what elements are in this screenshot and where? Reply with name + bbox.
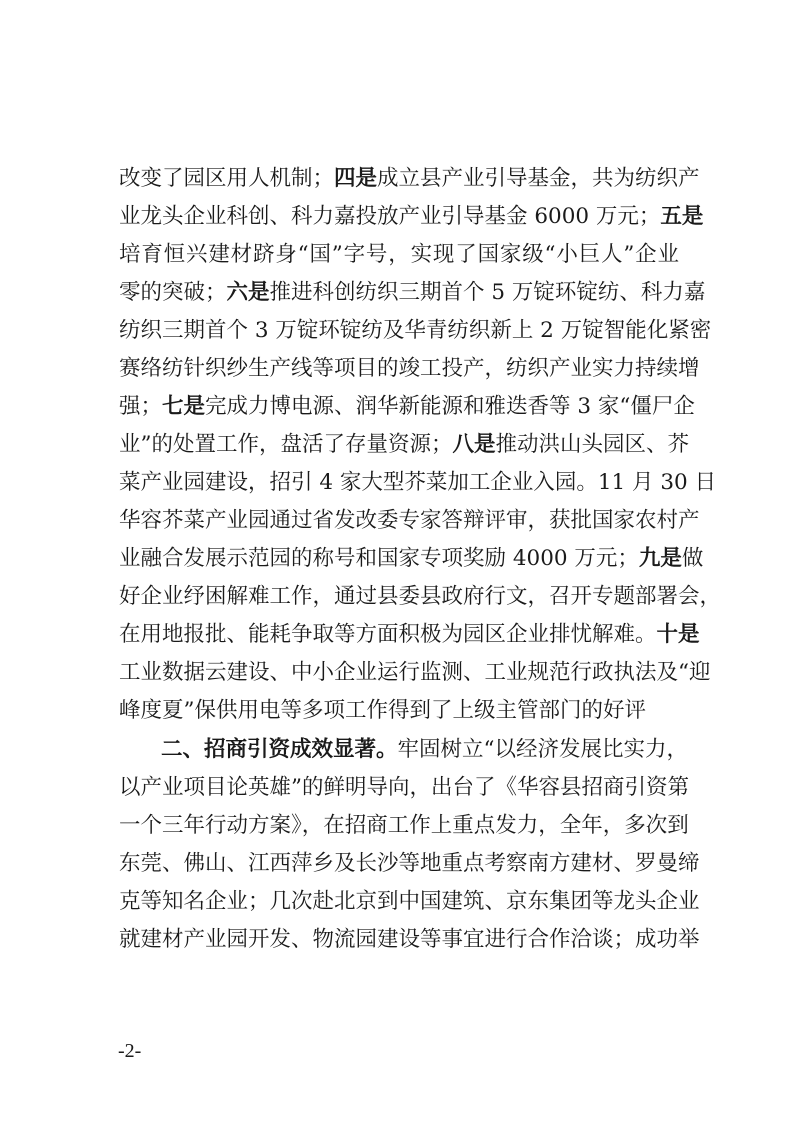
text-run: 完成力博电源、润华新能源和雅迭香等 3 家“僵尸企 [205, 394, 695, 419]
text-run: 业龙头企业科创、科力嘉投放产业引导基金 6000 万元； [119, 204, 661, 229]
section-heading-line [161, 731, 689, 769]
text-run: 东莞、佛山、江西萍乡及长沙等地重点考察南方建材、罗曼缔 [119, 851, 700, 876]
text-run: 业”的处置工作，盘活了存量资源； [119, 432, 453, 457]
text-run: 改变了园区用人机制； [119, 166, 335, 191]
text-line [119, 692, 679, 730]
text-run: 一个三年行动方案》，在招商工作上重点发力，全年，多次到 [119, 813, 689, 838]
text-line [119, 198, 704, 236]
text-run: 零的突破； [119, 280, 227, 305]
text-line [119, 578, 722, 616]
text-run: 成立县产业引导基金，共为纺织产 [377, 166, 700, 191]
text-run: 牢固树立“以经济发展比实力， [397, 737, 689, 762]
text-run: 业融合发展示范园的称号和国家专项奖励 4000 万元； [119, 546, 639, 571]
text-line [119, 502, 700, 540]
text-line [119, 807, 689, 845]
text-run: 工业数据云建设、中小企业运行监测、工业规范行政执法及“迎 [119, 660, 711, 685]
text-run: 菜产业园建设，招引 4 家大型芥菜加工企业入园。11 月 30 日 [119, 470, 717, 495]
text-line [119, 274, 706, 312]
text-run: 培育恒兴建材跻身“国”字号，实现了国家级“小巨人”企业 [119, 242, 679, 267]
text-run: 强； [119, 394, 163, 419]
text-run: 华容芥菜产业园通过省发改委专家答辩评审，获批国家农村产 [119, 508, 700, 533]
bold-run: 八是 [452, 432, 496, 457]
bold-run: 九是 [638, 546, 682, 571]
text-line [119, 350, 700, 388]
text-line [119, 540, 704, 578]
section-heading: 二、招商引资成效显著。 [161, 737, 398, 762]
text-line [119, 426, 690, 464]
text-line [119, 883, 700, 921]
text-line [119, 654, 711, 692]
text-line [119, 464, 717, 502]
text-run: 做 [681, 546, 704, 571]
text-line [119, 236, 679, 274]
text-run: 推动洪山头园区、芥 [495, 432, 690, 457]
text-run: 好企业纾困解难工作，通过县委县政府行文，召开专题部署会， [119, 584, 722, 609]
text-line [119, 616, 700, 654]
text-line [119, 769, 689, 807]
text-run: 推进科创纺织三期首个 5 万锭环锭纺、科力嘉 [269, 280, 706, 305]
text-line [119, 160, 700, 198]
text-run: 在用地报批、能耗争取等方面积极为园区企业排忧解难。 [119, 622, 657, 647]
text-run: 赛络纺针织纱生产线等项目的竣工投产，纺织产业实力持续增 [119, 356, 700, 381]
text-run: 峰度夏”保供用电等多项工作得到了上级主管部门的好评 [119, 698, 646, 723]
bold-run: 五是 [660, 204, 704, 229]
bold-run: 六是 [226, 280, 270, 305]
text-run: 克等知名企业；几次赴北京到中国建筑、京东集团等龙头企业 [119, 889, 700, 914]
text-line [119, 312, 712, 350]
bold-run: 七是 [162, 394, 206, 419]
text-line [119, 845, 700, 883]
bold-run: 四是 [334, 166, 378, 191]
text-run: 以产业项目论英雄”的鲜明导向，出台了《华容县招商引资第 [119, 775, 689, 800]
text-line [119, 388, 695, 426]
page-number: -2- [118, 1040, 142, 1062]
text-line [119, 921, 700, 959]
text-run: 纺织三期首个 3 万锭环锭纺及华青纺织新上 2 万锭智能化紧密 [119, 318, 712, 343]
bold-run: 十是 [656, 622, 700, 647]
text-run: 就建材产业园开发、物流园建设等事宜进行合作洽谈；成功举 [119, 927, 700, 952]
